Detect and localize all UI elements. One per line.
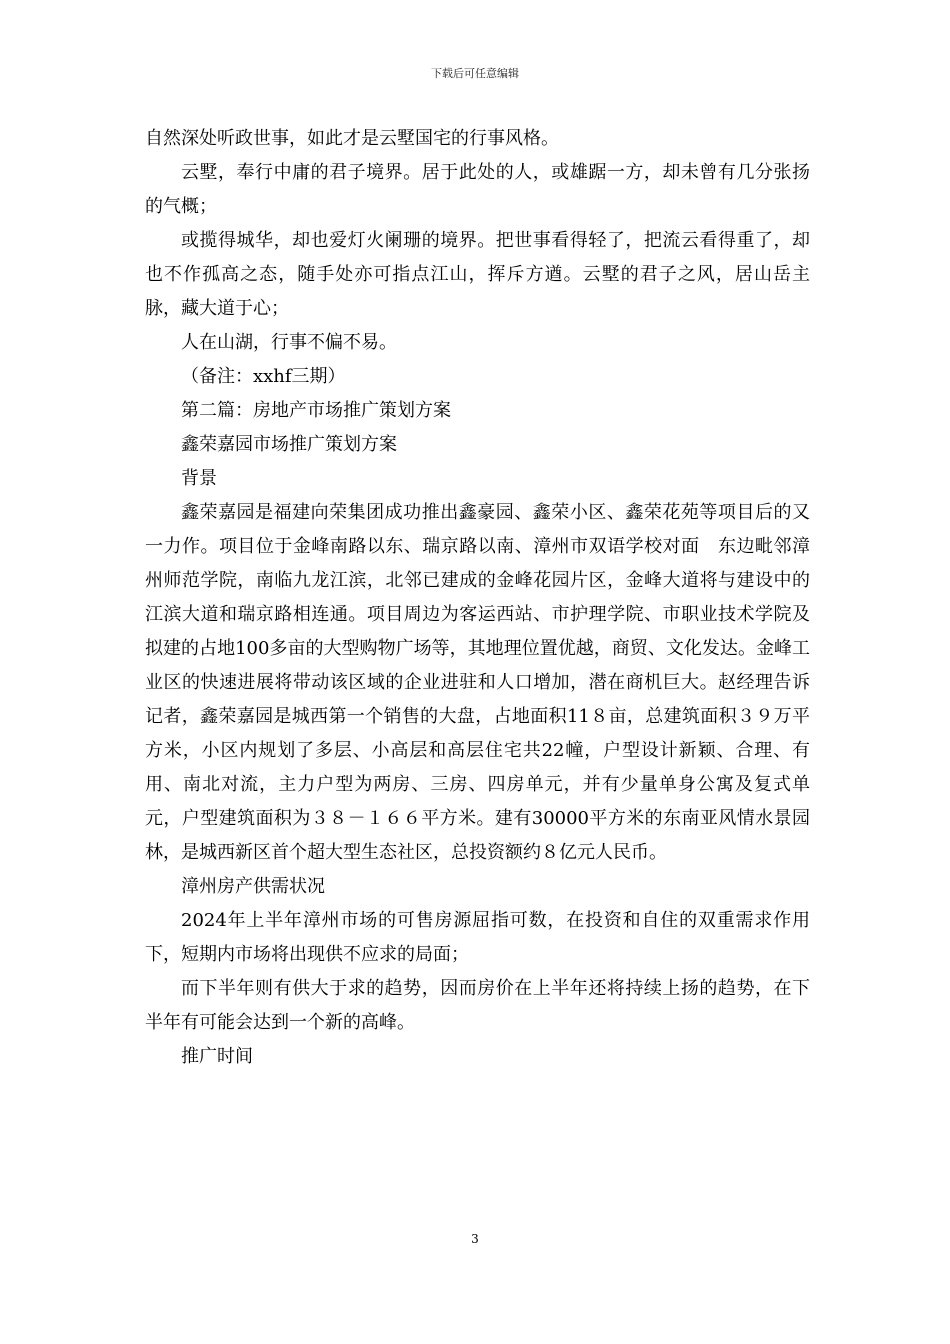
page-header: 下载后可任意编辑 [431, 67, 519, 80]
paragraph: 2024年上半年漳州市场的可售房源屈指可数，在投资和自住的双重需求作用下，短期内市场将出现供不应求的局面； [145, 910, 810, 965]
document-title: 鑫荣嘉园市场推广策划方案 [181, 434, 397, 455]
section-heading: 第二篇：房地产市场推广策划方案 [181, 400, 451, 421]
paragraph: 自然深处听政世事，如此才是云墅国宅的行事风格。 [145, 128, 559, 149]
section-heading: 推广时间 [181, 1046, 253, 1067]
paragraph: 或揽得城华，却也爱灯火阑珊的境界。把世事看得轻了，把流云看得重了，却也不作孤高之态，随手处亦可指点江山，挥斥方遒。云墅的君子之风，居山岳主脉，藏大道于心； [145, 230, 810, 319]
paragraph: 鑫荣嘉园是福建向荣集团成功推出鑫豪园、鑫荣小区、鑫荣花苑等项目后的又一力作。项目位于金峰南路以东、瑞京路以南、漳州市双语学校对面 东边毗邻漳州师范学院，南临九龙江滨，北邻已建成的金峰花园片区，金峰大道将与建设中的江滨大道和瑞京路相连通。项目周边为客运西站、市护理学院、市职业技术学院及拟建的占地100多亩的大型购物广场等，其地理位置优越，商贸、文化发达。金峰工业区的快速进展将带动该区域的企业进驻和人口增加，潜在商机巨大。赵经理告诉记者，鑫荣嘉园是城西第一个销售的大盘，占地面积11８亩，总建筑面积３９万平方米，小区内规划了多层、小高层和高层住宅共22幢，户型设计新颖、合理、有用、南北对流，主力户型为两房、三房、四房单元，并有少量单身公寓及复式单元，户型建筑面积为３８－１６６平方米。建有30000平方米的东南亚风情水景园林，是城西新区首个超大型生态社区，总投资额约８亿元人民币。 [145, 502, 810, 863]
note-paragraph: （备注：xxhf三期） [181, 366, 346, 387]
paragraph: 人在山湖，行事不偏不易。 [181, 332, 397, 353]
section-heading: 背景 [181, 468, 217, 489]
section-heading: 漳州房产供需状况 [181, 876, 325, 897]
document-body [145, 122, 810, 1074]
paragraph: 而下半年则有供大于求的趋势，因而房价在上半年还将持续上扬的趋势，在下半年有可能会达到一个新的高峰。 [145, 978, 810, 1033]
paragraph: 云墅，奉行中庸的君子境界。居于此处的人，或雄踞一方，却未曾有几分张扬的气概； [145, 162, 810, 217]
page-number: 3 [471, 1232, 479, 1246]
